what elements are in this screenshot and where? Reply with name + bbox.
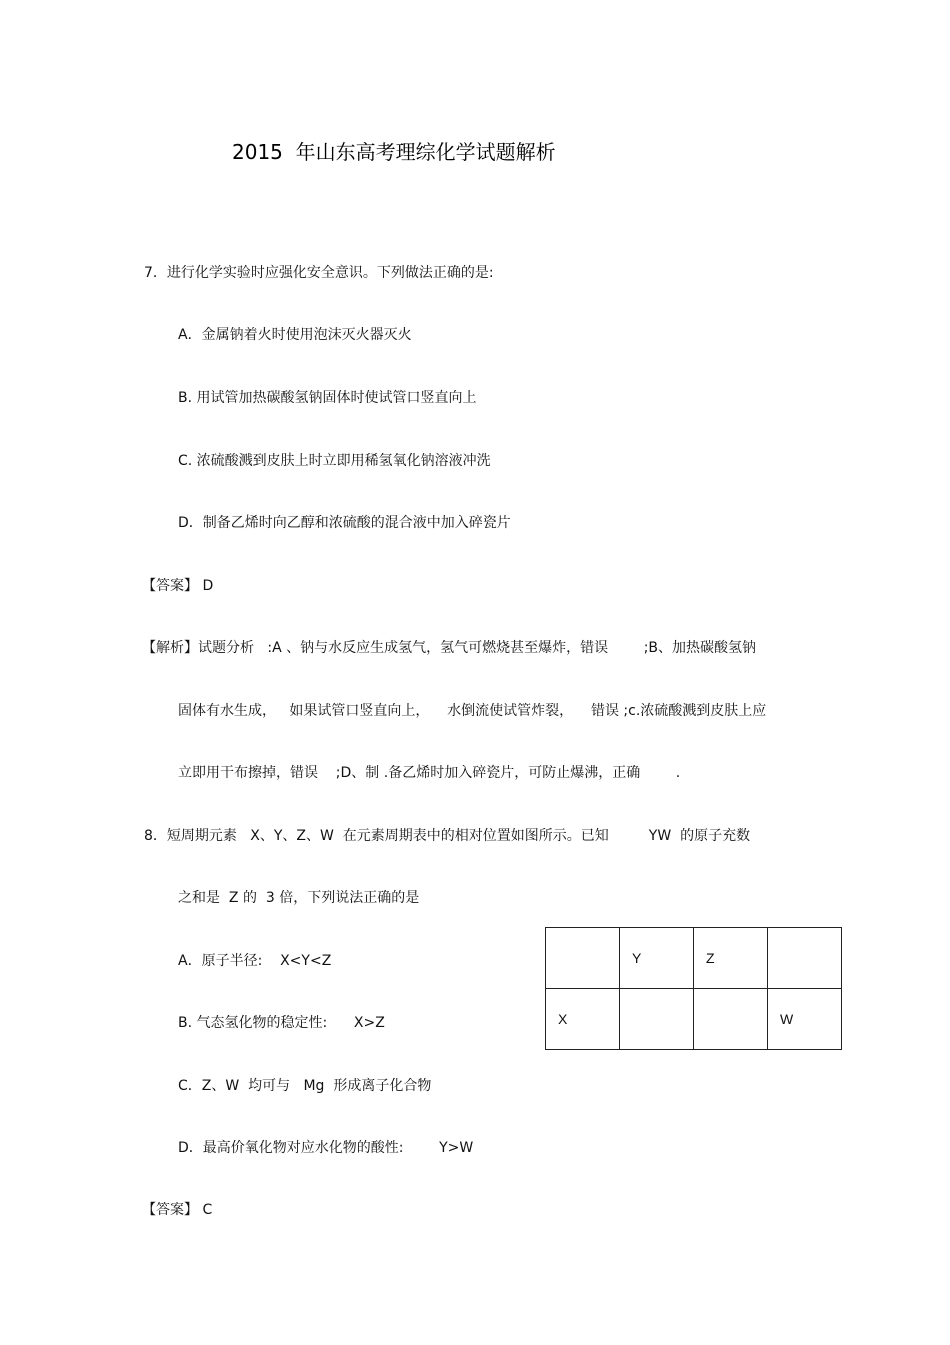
table-row (546, 989, 842, 1050)
q7-stem: 7．进行化学实验时应强化安全意识。下列做法正确的是: (144, 265, 494, 281)
q7-option-c: C. 浓硫酸溅到皮肤上时立即用稀氢氧化钠溶液冲洗 (178, 453, 491, 469)
page-title: 2015 年山东高考理综化学试题解析 (232, 140, 556, 164)
q8-stem-line-1: 8．短周期元素 X、Y、Z、W 在元素周期表中的相对位置如图所示。已知 YW 的原子充数 (144, 828, 751, 844)
q8-option-b: B. 气态氢化物的稳定性: X>Z (178, 1015, 385, 1031)
q7-option-a: A．金属钠着火时使用泡沫灭火器灭火 (178, 327, 412, 343)
table-cell: Z (694, 928, 768, 989)
table-cell (546, 928, 620, 989)
q8-stem-line-2: 之和是 Z 的 3 倍，下列说法正确的是 (178, 890, 420, 906)
q8-option-a: A．原子半径: X<Y<Z (178, 953, 332, 969)
q7-analysis-line-2: 固体有水生成， 如果试管口竖直向上， 水倒流使试管炸裂， 错误 ;c.浓硫酸溅到皮肤上应 (178, 703, 767, 719)
table-cell: W (768, 989, 842, 1050)
table-row (546, 928, 842, 989)
q7-option-d: D．制备乙烯时向乙醇和浓硫酸的混合液中加入碎瓷片 (178, 515, 511, 531)
table-cell (768, 928, 842, 989)
q7-answer: 【答案】 D (142, 578, 214, 594)
q8-answer: 【答案】 C (142, 1202, 213, 1218)
table-cell (694, 989, 768, 1050)
q7-option-b: B. 用试管加热碳酸氢钠固体时使试管口竖直向上 (178, 390, 477, 406)
q8-option-c: C．Z、W 均可与 Mg 形成离子化合物 (178, 1078, 432, 1094)
q8-option-d: D．最高价氧化物对应水化物的酸性: Y>W (178, 1140, 474, 1156)
table-cell (620, 989, 694, 1050)
table-cell: Y (620, 928, 694, 989)
periodic-table-grid (545, 927, 842, 1050)
q7-analysis-line-3: 立即用干布擦掉，错误 ;D、制 .备乙烯时加入碎瓷片，可防止爆沸，正确 . (178, 765, 681, 781)
q7-analysis-line-1: 【解析】试题分析 :A 、钠与水反应生成氢气，氢气可燃烧甚至爆炸，错误 ;B、加热碳酸氢钠 (142, 640, 757, 656)
table-cell: X (546, 989, 620, 1050)
